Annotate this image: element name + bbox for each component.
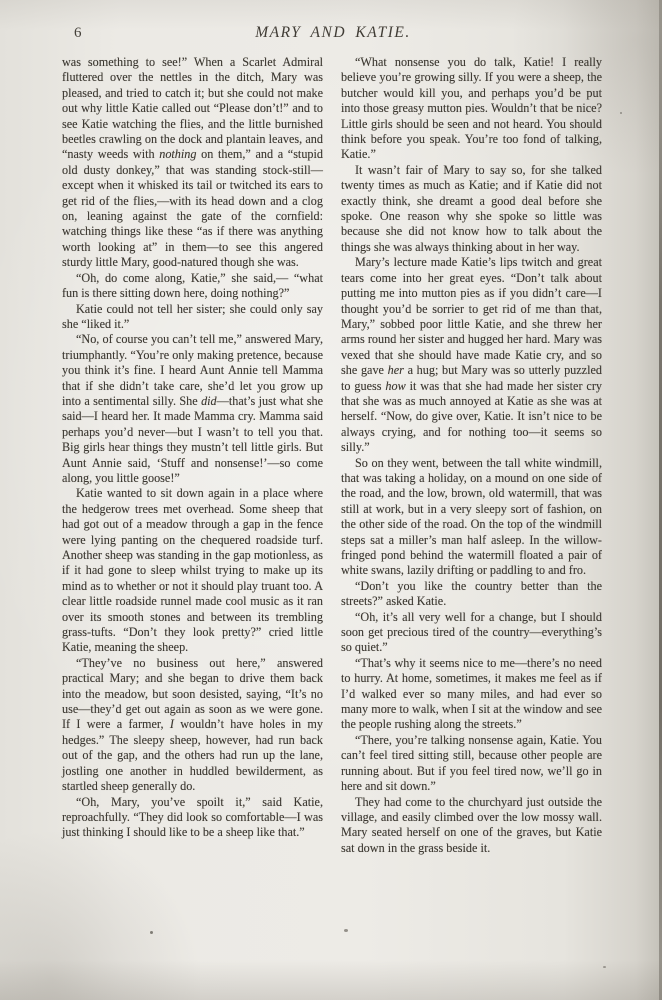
page-header	[62, 24, 604, 46]
page-number: 6	[74, 25, 82, 41]
paragraph: “Oh, it’s all very well for a change, but I should soon get precious tired of the country—everything’s so quiet.”	[341, 609, 602, 655]
scan-speck	[150, 931, 153, 934]
running-title: MARY AND KATIE.	[255, 24, 411, 41]
paragraph: They had come to the churchyard just outside the village, and easily climbed over the low mossy wall. Mary seated herself on one of the graves, but Katie sat down in the grass beside it.	[341, 794, 602, 855]
paragraph: “Oh, do come along, Katie,” she said,— “what fun is there sitting down here, doing nothing?”	[62, 270, 323, 301]
left-column	[62, 55, 323, 856]
paragraph: “They’ve no business out here,” answered practical Mary; and she began to drive them back into the meadow, but soon desisted, saying, “It’s no use—they’d get out again as soon as we were gone. If I were a farmer, I wouldn’t have holes in my hedges.” The sleepy sheep, however, had run back out of the gap, and the others had run up the lane, jostling one another in huddled bewilderment, as startled sheep generally do.	[62, 655, 323, 794]
paragraph: “There, you’re talking nonsense again, Katie. You can’t feel tired sitting still, because other people are running about. But if you feel tired now, we’ll go in here and sit down.”	[341, 732, 602, 794]
paragraph: “What nonsense you do talk, Katie! I really believe you’re growing silly. If you were a sheep, the butcher would kill you, and perhaps you’d be put into those greasy mutton pies. Wouldn’t that be nice? Little girls should be seen and not heard. You should think before you speak. You’re too fond of talking, Katie.”	[341, 55, 602, 162]
paragraph: Mary’s lecture made Katie’s lips twitch and great tears come into her great eyes. “Don’t talk about putting me into mutton pies as if you didn’t care—I thought you’d be sorrier to get rid of me than that, Mary,” sobbed poor little Katie, and she threw her arms round her sister and hugged her hard. Mary was vexed that she should have made Katie cry, and so she gave her a hug; but Mary was so utterly puzzled to guess how it was that she had made her sister cry that she was as much annoyed at Katie as she was at herself. “Now, do give over, Katie. It isn’t nice to be always crying, and for nothing too—it seems so silly.”	[341, 255, 602, 455]
paragraph: It wasn’t fair of Mary to say so, for she talked twenty times as much as Katie; and if Katie did not exactly think, she dreamt a good deal before she spoke. One reason why she spoke so little was because she did not know how to talk about the things she was always thinking about in her way.	[341, 162, 602, 254]
scan-speck	[344, 929, 348, 932]
paragraph: “That’s why it seems nice to me—there’s no need to hurry. At home, sometimes, it makes me feel as if I’d walked ever so many miles, and had ever so many more to walk, when I sit at the window and see the people rushing along the streets.”	[341, 655, 602, 732]
paragraph: Katie wanted to sit down again in a place where the hedgerow trees met overhead. Some sheep that had got out of a meadow through a gap in the fence were lying panting on the chequered roadside turf. Another sheep was standing in the gap motionless, as if it had gone to sleep whilst trying to make up its mind as to whether or not it should play truant too. A clear little roadside runnel made cool music as it ran over its smooth stones and between its trembling grass-tufts. “Don’t they look pretty?” cried little Katie, meaning the sheep.	[62, 486, 323, 655]
paragraph: was something to see!” When a Scarlet Admiral fluttered over the nettles in the ditch, Mary was pleased, and tried to catch it; but she could not make out why little Katie called out “Please don’t!” and to see Katie watching the flies, and the little burnished beetles crawling on the dock and plantain leaves, and “nasty weeds with nothing on them,” and a “stupid old dusty donkey,” that was standing stock-still—except when it whisked its tail or twitched its ears to get rid of the flies,—with its head down and a clog on, leaning against the gate of the cornfield: watching things like these “as if there was anything worth looking at” in them—to see this angered sturdy little Mary, good-natured though she was.	[62, 55, 323, 270]
paragraph: So on they went, between the tall white windmill, that was taking a holiday, on a mound on one side of the road, and the low, brown, old watermill, that was still at work, but in a very sleepy sort of fashion, on the other side of the road. On the top of the windmill steps sat a miller’s man half asleep. In the willow-fringed pond behind the watermill floated a pair of white swans, lazily drifting or paddling to and fro.	[341, 455, 602, 578]
scan-speck	[603, 966, 606, 968]
text-block	[62, 55, 603, 856]
paragraph: “Oh, Mary, you’ve spoilt it,” said Katie, reproachfully. “They did look so comfortable—I was just thinking I should like to be a sheep like that.”	[62, 794, 323, 840]
paragraph: “Don’t you like the country better than the streets?” asked Katie.	[341, 578, 602, 609]
paragraph: Katie could not tell her sister; she could only say she “liked it.”	[62, 301, 323, 331]
right-column	[341, 55, 602, 856]
scan-speck	[620, 112, 622, 114]
paragraph: “No, of course you can’t tell me,” answered Mary, triumphantly. “You’re only making pretence, because you think it’s fine. I heard Aunt Annie tell Mamma that if she didn’t take care, she’d let you grow up into a sentimental silly. She did—that’s just what she said—I heard her. It made Mamma cry. Mamma said perhaps you’d never—but I wasn’t to tell you that. Big girls hear things they mustn’t tell little girls. But Aunt Annie said, ‘Stuff and nonsense!’—so come along, you little goose!”	[62, 332, 323, 485]
